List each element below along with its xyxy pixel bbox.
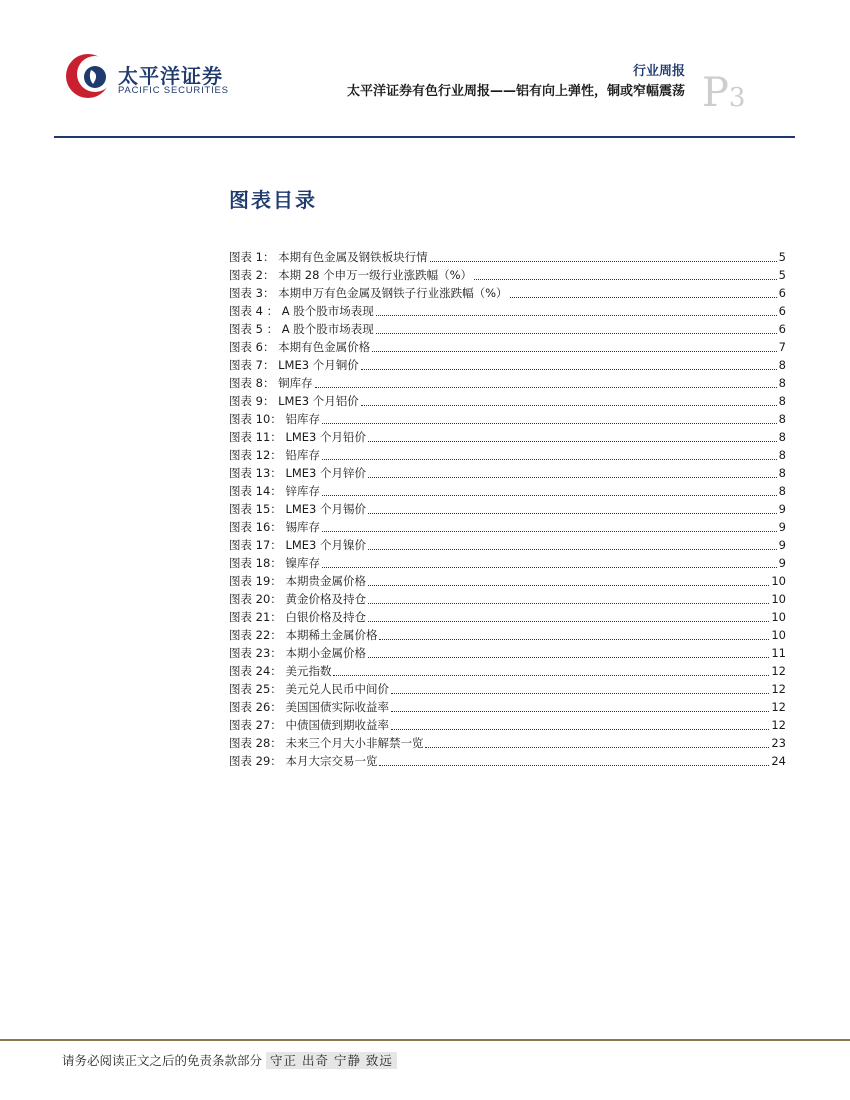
toc-entry-page: 7 (778, 340, 786, 354)
toc-entry-label: 图表 5 ： A 股个股市场表现 (229, 322, 374, 336)
toc-entry-label: 图表 23： 本期小金属价格 (229, 646, 366, 660)
footer-divider (0, 1039, 850, 1041)
toc-entry-page: 9 (778, 520, 786, 534)
toc-entry-page: 9 (778, 556, 786, 570)
toc-leader-dots (474, 276, 777, 280)
page-letter: P (702, 70, 729, 116)
toc-entry[interactable] (229, 446, 786, 464)
toc-leader-dots (391, 690, 769, 694)
toc-entry-page: 12 (771, 700, 786, 714)
toc-entry[interactable] (229, 716, 786, 734)
toc-entry[interactable] (229, 626, 786, 644)
toc-leader-dots (368, 438, 777, 442)
page-number: 3 (728, 83, 746, 113)
toc-leader-dots (322, 456, 777, 460)
toc-entry-page: 8 (778, 430, 786, 444)
toc-entry[interactable] (229, 374, 786, 392)
toc-entry-label: 图表 13： LME3 个月锌价 (229, 466, 367, 480)
toc-entry-page: 5 (778, 268, 786, 282)
toc-entry-label: 图表 4 ： A 股个股市场表现 (229, 304, 374, 318)
toc-entry-label: 图表 12： 铅库存 (229, 448, 320, 462)
toc-entry-label: 图表 21： 白银价格及持仓 (229, 610, 366, 624)
toc-entry-label: 图表 29： 本月大宗交易一览 (229, 754, 378, 768)
page-footer (62, 1050, 397, 1072)
toc-entry-page: 8 (778, 376, 786, 390)
company-logo (62, 44, 232, 104)
toc-entry[interactable] (229, 428, 786, 446)
toc-entry-label: 图表 22： 本期稀土金属价格 (229, 628, 378, 642)
toc-list (229, 248, 786, 770)
toc-entry[interactable] (229, 590, 786, 608)
toc-leader-dots (372, 348, 777, 352)
toc-leader-dots (368, 546, 777, 550)
toc-leader-dots (333, 672, 769, 676)
toc-entry[interactable] (229, 266, 786, 284)
toc-entry-page: 10 (771, 574, 786, 588)
toc-leader-dots (361, 402, 777, 406)
toc-entry-label: 图表 19： 本期贵金属价格 (229, 574, 366, 588)
toc-entry-label: 图表 11： LME3 个月铅价 (229, 430, 367, 444)
toc-entry-page: 12 (771, 664, 786, 678)
toc-entry-page: 8 (778, 394, 786, 408)
toc-entry-label: 图表 3： 本期申万有色金属及钢铁子行业涨跌幅（%） (229, 286, 508, 300)
toc-entry-page: 6 (778, 286, 786, 300)
toc-leader-dots (379, 762, 769, 766)
toc-entry[interactable] (229, 608, 786, 626)
toc-entry[interactable] (229, 662, 786, 680)
toc-entry-page: 8 (778, 466, 786, 480)
logo-english-name: PACIFIC SECURITIES (118, 85, 229, 96)
toc-entry[interactable] (229, 752, 786, 770)
toc-entry-label: 图表 10： 铝库存 (229, 412, 320, 426)
toc-entry-page: 8 (778, 484, 786, 498)
toc-entry-label: 图表 1： 本期有色金属及钢铁板块行情 (229, 250, 428, 264)
footer-motto: 守正 出奇 宁静 致远 (266, 1052, 397, 1069)
footer-disclaimer: 请务必阅读正文之后的免责条款部分 (62, 1053, 263, 1068)
toc-entry-label: 图表 17： LME3 个月镍价 (229, 538, 367, 552)
toc-entry-label: 图表 24： 美元指数 (229, 664, 332, 678)
logo-chinese-name: 太平洋证券 (118, 64, 223, 88)
toc-leader-dots (368, 600, 769, 604)
toc-entry-page: 8 (778, 412, 786, 426)
toc-entry-page: 24 (771, 754, 786, 768)
toc-entry-label: 图表 18： 镍库存 (229, 556, 320, 570)
toc-entry[interactable] (229, 464, 786, 482)
report-title: 太平洋证券有色行业周报——铝有向上弹性，铜或窄幅震荡 (346, 84, 685, 99)
toc-entry-page: 10 (771, 592, 786, 606)
page-header (0, 0, 850, 140)
header-divider (54, 136, 795, 138)
toc-entry[interactable] (229, 284, 786, 302)
toc-entry[interactable] (229, 356, 786, 374)
toc-entry-page: 10 (771, 628, 786, 642)
toc-entry-page: 11 (771, 646, 786, 660)
toc-leader-dots (510, 294, 777, 298)
toc-leader-dots (322, 528, 777, 532)
toc-leader-dots (368, 510, 777, 514)
toc-entry[interactable] (229, 680, 786, 698)
toc-entry[interactable] (229, 248, 786, 266)
toc-entry-page: 8 (778, 358, 786, 372)
report-type: 行业周报 (632, 64, 685, 79)
toc-leader-dots (379, 636, 769, 640)
toc-entry[interactable] (229, 302, 786, 320)
toc-entry-page: 8 (778, 448, 786, 462)
toc-entry-page: 23 (771, 736, 786, 750)
toc-entry-page: 10 (771, 610, 786, 624)
toc-leader-dots (391, 708, 769, 712)
toc-entry-label: 图表 14： 锌库存 (229, 484, 320, 498)
toc-entry[interactable] (229, 392, 786, 410)
toc-entry-page: 6 (778, 322, 786, 336)
toc-entry[interactable] (229, 734, 786, 752)
toc-leader-dots (425, 744, 769, 748)
toc-leader-dots (368, 582, 769, 586)
toc-entry-label: 图表 6： 本期有色金属价格 (229, 340, 371, 354)
page-number-mark (702, 70, 745, 116)
toc-entry[interactable] (229, 644, 786, 662)
toc-entry-label: 图表 26： 美国国债实际收益率 (229, 700, 389, 714)
toc-entry[interactable] (229, 482, 786, 500)
toc-entry-label: 图表 27： 中债国债到期收益率 (229, 718, 389, 732)
toc-entry-page: 9 (778, 538, 786, 552)
toc-entry[interactable] (229, 698, 786, 716)
toc-entry[interactable] (229, 320, 786, 338)
toc-entry[interactable] (229, 518, 786, 536)
toc-leader-dots (368, 474, 777, 478)
toc-leader-dots (322, 492, 777, 496)
toc-entry-label: 图表 7： LME3 个月铜价 (229, 358, 359, 372)
toc-leader-dots (391, 726, 769, 730)
toc-leader-dots (368, 618, 769, 622)
toc-heading: 图表目录 (229, 188, 317, 212)
toc-entry-label: 图表 20： 黄金价格及持仓 (229, 592, 366, 606)
toc-leader-dots (376, 330, 777, 334)
toc-entry-page: 5 (778, 250, 786, 264)
toc-entry-page: 12 (771, 718, 786, 732)
toc-leader-dots (376, 312, 777, 316)
toc-leader-dots (430, 258, 777, 262)
toc-entry-page: 6 (778, 304, 786, 318)
toc-leader-dots (322, 420, 777, 424)
toc-entry[interactable] (229, 410, 786, 428)
toc-leader-dots (368, 654, 769, 658)
toc-entry[interactable] (229, 500, 786, 518)
toc-entry-label: 图表 25： 美元兑人民币中间价 (229, 682, 389, 696)
toc-entry-label: 图表 16： 锡库存 (229, 520, 320, 534)
toc-entry[interactable] (229, 536, 786, 554)
toc-leader-dots (322, 564, 777, 568)
toc-entry-label: 图表 2： 本期 28 个申万一级行业涨跌幅（%） (229, 268, 472, 282)
toc-leader-dots (361, 366, 777, 370)
toc-entry-page: 12 (771, 682, 786, 696)
toc-entry[interactable] (229, 572, 786, 590)
toc-entry-label: 图表 8： 铜库存 (229, 376, 313, 390)
toc-entry-label: 图表 28： 未来三个月大小非解禁一览 (229, 736, 424, 750)
toc-entry-label: 图表 15： LME3 个月锡价 (229, 502, 367, 516)
toc-leader-dots (315, 384, 777, 388)
pacific-securities-logo-icon (62, 44, 112, 104)
toc-entry-label: 图表 9： LME3 个月铝价 (229, 394, 359, 408)
toc-entry-page: 9 (778, 502, 786, 516)
toc-entry[interactable] (229, 338, 786, 356)
toc-entry[interactable] (229, 554, 786, 572)
